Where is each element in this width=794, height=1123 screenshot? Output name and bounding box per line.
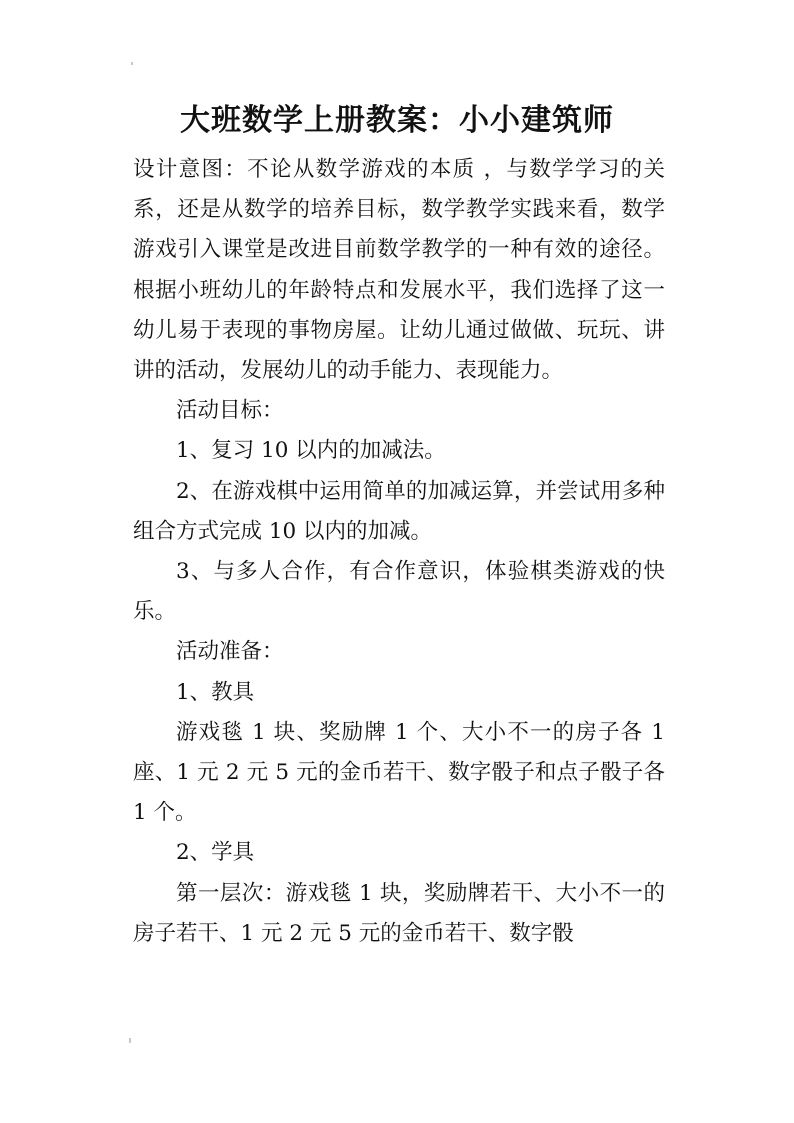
preparation-subheading-teaching-aids: 1、教具 — [176, 679, 255, 705]
scan-speck — [129, 1038, 131, 1043]
document-body — [133, 150, 665, 954]
preparation-subheading-learning-aids: 2、学具 — [176, 840, 255, 866]
document-title: 大班数学上册教案：小小建筑师 — [180, 103, 614, 138]
section-heading-preparation: 活动准备： — [176, 639, 284, 665]
objective-item-3: 3、与多人合作，有合作意识，体验棋类游戏的快乐。 — [133, 559, 665, 625]
learning-aids-level-1-paragraph: 第一层次：游戏毯 1 块，奖励牌若干、大小不一的房子若干、1 元 2 元 5 元的金币若干、数字骰 — [133, 880, 665, 946]
scan-speck — [131, 62, 133, 65]
teaching-aids-paragraph: 游戏毯 1 块、奖励牌 1 个、大小不一的房子各 1 座、1 元 2 元 5 元的金币若干、数字骰子和点子骰子各 1 个。 — [133, 719, 665, 826]
objective-item-2: 2、在游戏棋中运用简单的加减运算，并尝试用多种组合方式完成 10 以内的加减。 — [133, 478, 665, 544]
design-intent-paragraph: 设计意图：不论从数学游戏的本质 ，与数学学习的关系，还是从数学的培养目标，数学教学实践来看，数学游戏引入课堂是改进目前数学教学的一种有效的途径。根据小班幼儿的年龄特点和发展水平，我们选择了这一幼儿易于表现的事物房屋。让幼儿通过做做、玩玩、讲讲的活动，发展幼儿的动手能力、表现能力。 — [133, 157, 665, 384]
section-heading-objectives: 活动目标： — [176, 398, 284, 424]
objective-item-1: 1、复习 10 以内的加减法。 — [176, 438, 446, 464]
